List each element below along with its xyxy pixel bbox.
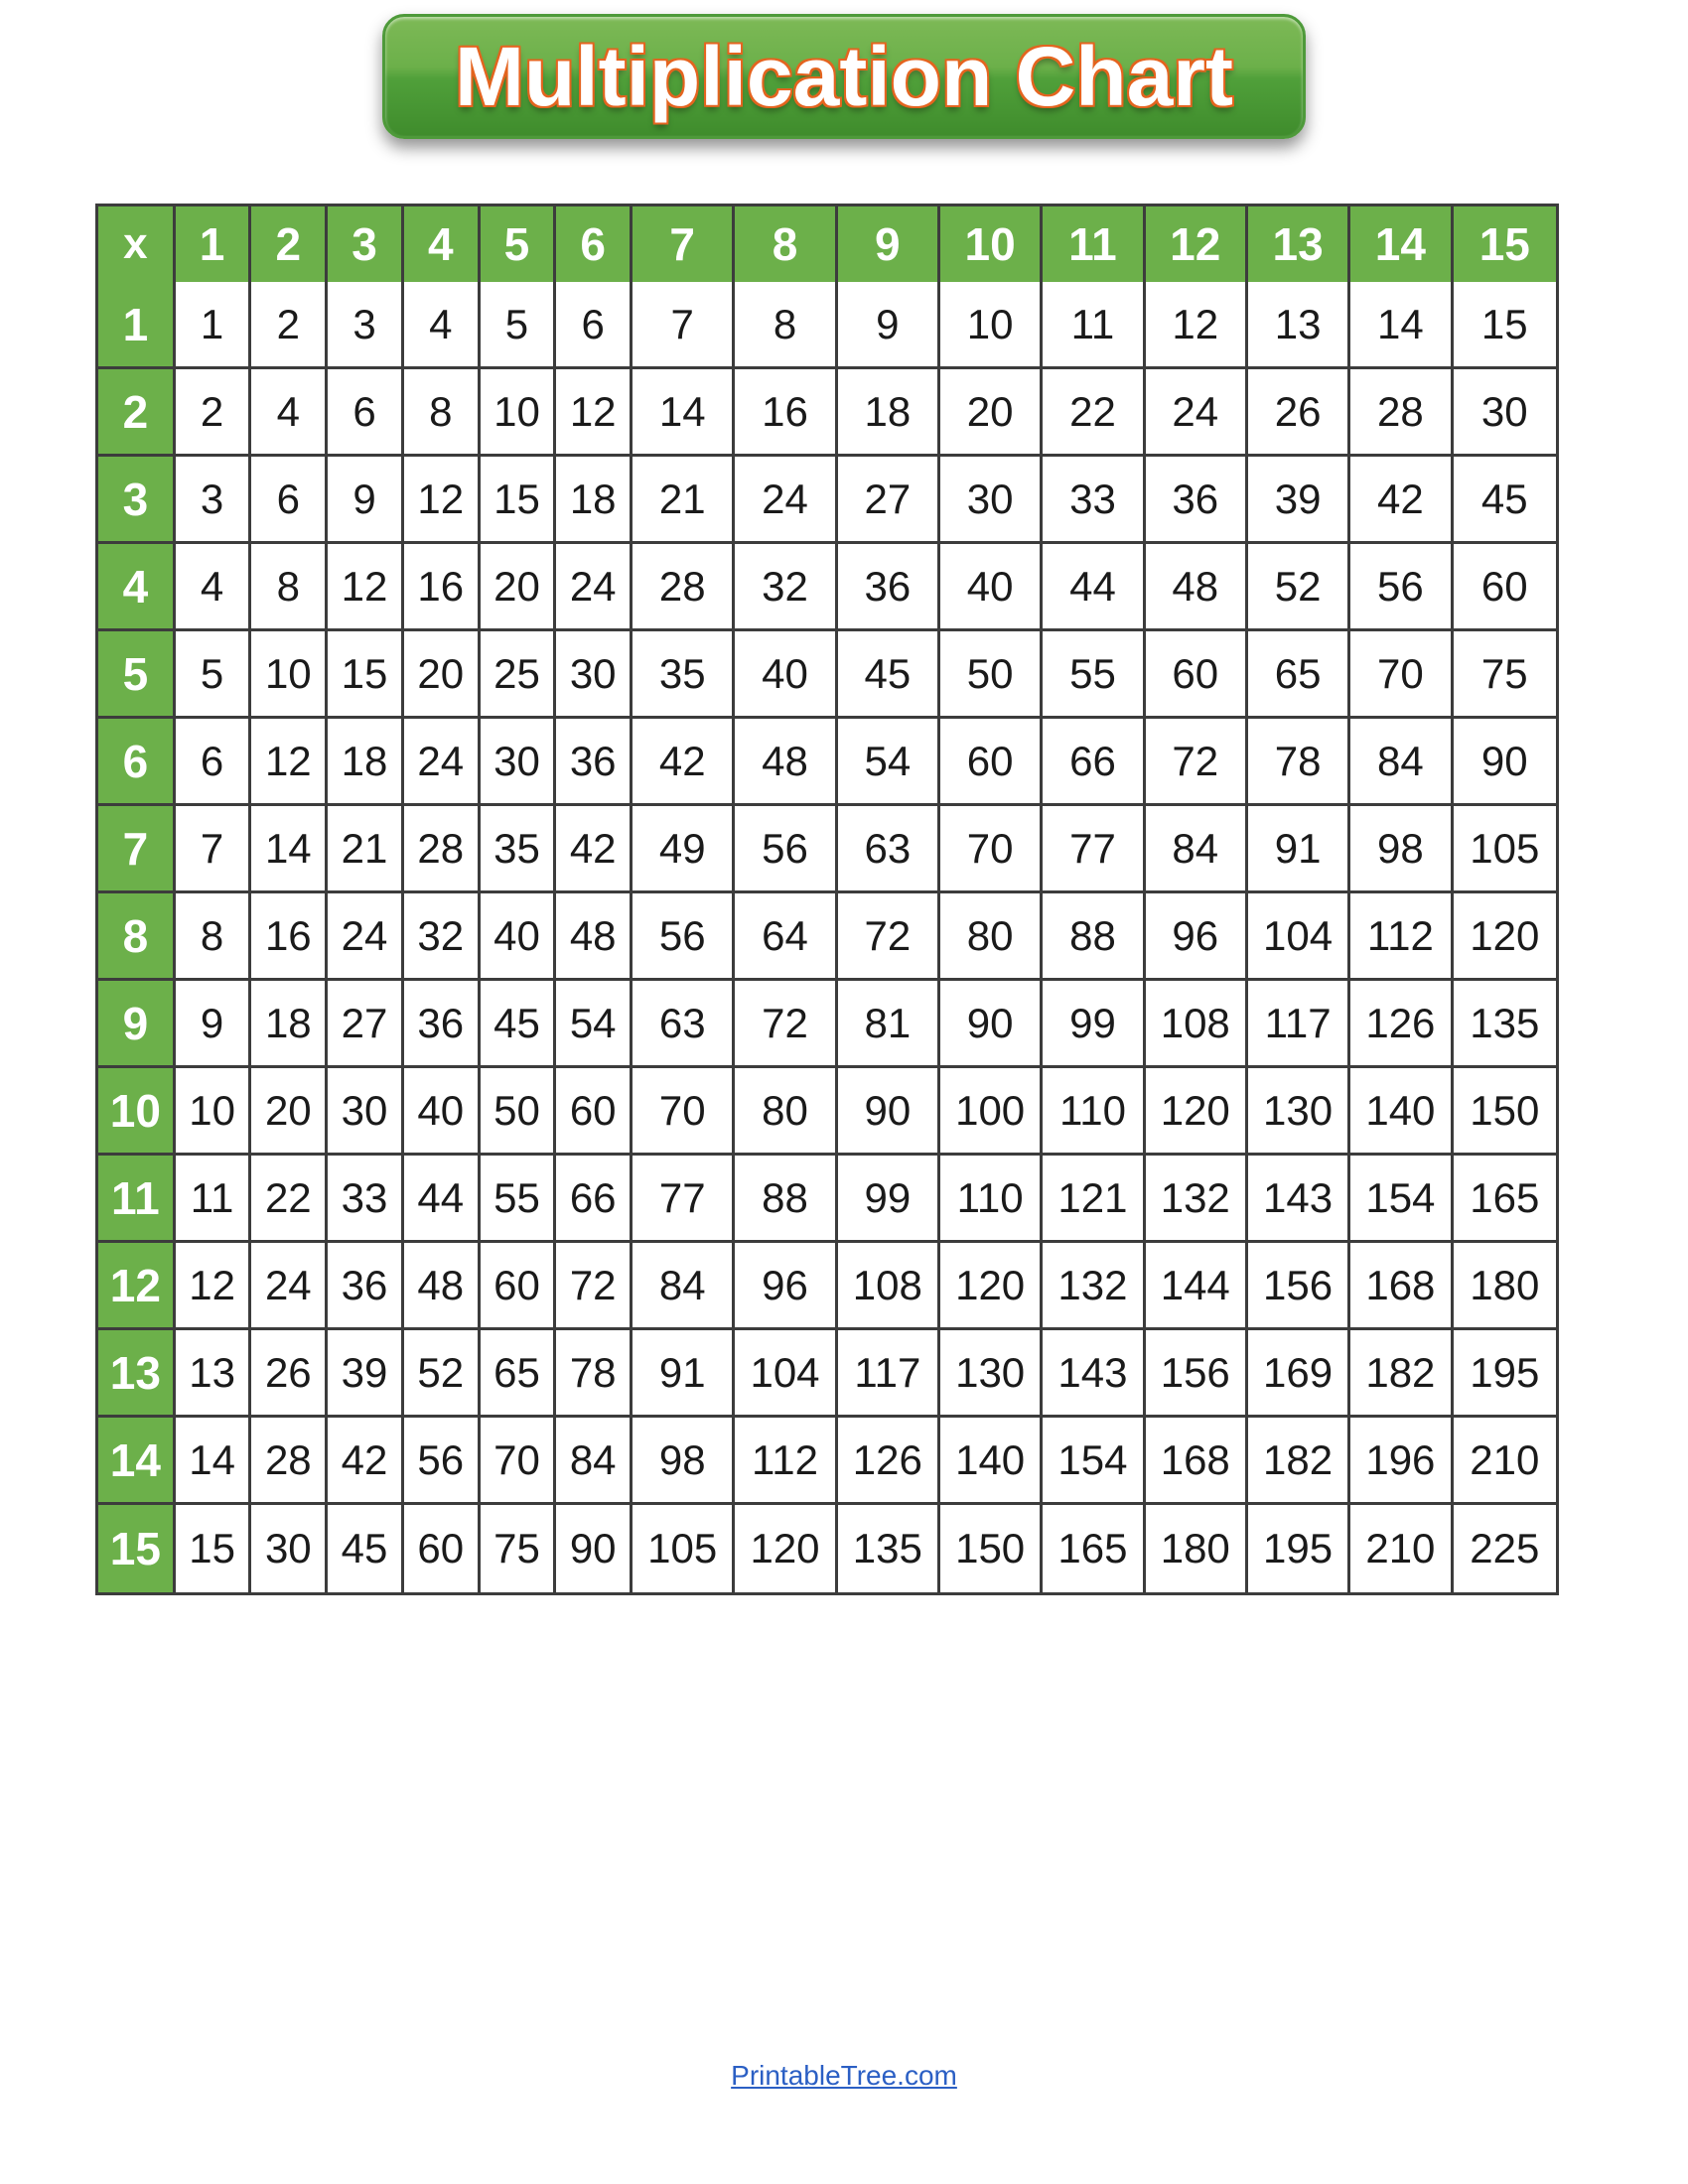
- table-cell: 120: [940, 1243, 1043, 1330]
- table-cell: 13: [176, 1330, 252, 1418]
- table-cell: 70: [481, 1418, 557, 1505]
- table-row: [98, 719, 1556, 806]
- table-cell: 72: [838, 893, 940, 981]
- table-cell: 45: [328, 1505, 404, 1592]
- table-cell: 35: [633, 631, 735, 719]
- table-cell: 7: [176, 806, 252, 893]
- table-cell: 56: [735, 806, 837, 893]
- table-cell: 15: [328, 631, 404, 719]
- table-cell: 14: [633, 369, 735, 457]
- table-cell: 90: [1454, 719, 1556, 806]
- table-cell: 154: [1350, 1156, 1453, 1243]
- table-cell: 91: [633, 1330, 735, 1418]
- page-title: Multiplication Chart: [455, 29, 1233, 123]
- table-cell: 144: [1146, 1243, 1248, 1330]
- table-body: [98, 282, 1556, 1592]
- table-cell: 32: [404, 893, 481, 981]
- table-cell: 70: [940, 806, 1043, 893]
- table-cell: 48: [404, 1243, 481, 1330]
- table-row: [98, 1418, 1556, 1505]
- table-row: [98, 544, 1556, 631]
- table-cell: 210: [1350, 1505, 1453, 1592]
- table-cell: 60: [556, 1068, 633, 1156]
- table-cell: 1: [176, 282, 252, 369]
- table-cell: 6: [556, 282, 633, 369]
- table-cell: 169: [1248, 1330, 1350, 1418]
- table-cell: 48: [1146, 544, 1248, 631]
- table-cell: 72: [556, 1243, 633, 1330]
- table-cell: 5: [176, 631, 252, 719]
- table-cell: 24: [328, 893, 404, 981]
- title-banner-container: [0, 14, 1688, 139]
- table-cell: 32: [735, 544, 837, 631]
- table-cell: 49: [633, 806, 735, 893]
- row-header: 2: [98, 369, 176, 457]
- table-cell: 77: [633, 1156, 735, 1243]
- table-cell: 105: [1454, 806, 1556, 893]
- table-cell: 65: [481, 1330, 557, 1418]
- table-cell: 196: [1350, 1418, 1453, 1505]
- table-cell: 45: [838, 631, 940, 719]
- table-row: [98, 1505, 1556, 1592]
- row-header: 4: [98, 544, 176, 631]
- table-cell: 5: [481, 282, 557, 369]
- table-cell: 65: [1248, 631, 1350, 719]
- table-cell: 16: [735, 369, 837, 457]
- table-cell: 10: [481, 369, 557, 457]
- table-cell: 11: [176, 1156, 252, 1243]
- row-header: 11: [98, 1156, 176, 1243]
- column-header: 12: [1146, 206, 1248, 282]
- table-cell: 182: [1350, 1330, 1453, 1418]
- table-cell: 156: [1248, 1243, 1350, 1330]
- table-cell: 24: [1146, 369, 1248, 457]
- table-cell: 70: [633, 1068, 735, 1156]
- table-cell: 98: [633, 1418, 735, 1505]
- footer: [0, 2060, 1688, 2092]
- table-cell: 4: [251, 369, 328, 457]
- row-header: 15: [98, 1505, 176, 1592]
- table-cell: 72: [1146, 719, 1248, 806]
- table-cell: 15: [481, 457, 557, 544]
- table-cell: 12: [251, 719, 328, 806]
- table-cell: 84: [633, 1243, 735, 1330]
- table-cell: 22: [251, 1156, 328, 1243]
- row-header: 1: [98, 282, 176, 369]
- column-header: 1: [176, 206, 252, 282]
- table-cell: 105: [633, 1505, 735, 1592]
- table-cell: 13: [1248, 282, 1350, 369]
- table-cell: 18: [328, 719, 404, 806]
- table-cell: 140: [1350, 1068, 1453, 1156]
- table-cell: 28: [1350, 369, 1453, 457]
- table-cell: 36: [404, 981, 481, 1068]
- table-cell: 12: [176, 1243, 252, 1330]
- table-cell: 12: [328, 544, 404, 631]
- table-cell: 78: [1248, 719, 1350, 806]
- table-header-row-group: [98, 206, 1556, 282]
- table-cell: 15: [1454, 282, 1556, 369]
- table-cell: 21: [633, 457, 735, 544]
- table-cell: 66: [1043, 719, 1145, 806]
- table-row: [98, 806, 1556, 893]
- table-cell: 44: [404, 1156, 481, 1243]
- table-cell: 56: [1350, 544, 1453, 631]
- table-cell: 100: [940, 1068, 1043, 1156]
- table-cell: 36: [1146, 457, 1248, 544]
- table-cell: 8: [251, 544, 328, 631]
- table-cell: 20: [251, 1068, 328, 1156]
- table-cell: 22: [1043, 369, 1145, 457]
- table-cell: 24: [251, 1243, 328, 1330]
- table-cell: 42: [556, 806, 633, 893]
- table-cell: 20: [404, 631, 481, 719]
- table-cell: 14: [251, 806, 328, 893]
- table-cell: 39: [1248, 457, 1350, 544]
- table-cell: 64: [735, 893, 837, 981]
- table-cell: 7: [633, 282, 735, 369]
- table-cell: 120: [735, 1505, 837, 1592]
- table-row: [98, 1156, 1556, 1243]
- table-cell: 52: [404, 1330, 481, 1418]
- column-header: 10: [940, 206, 1043, 282]
- table-cell: 18: [838, 369, 940, 457]
- column-header: 3: [328, 206, 404, 282]
- table-cell: 99: [1043, 981, 1145, 1068]
- table-cell: 60: [1146, 631, 1248, 719]
- table-cell: 132: [1146, 1156, 1248, 1243]
- table-cell: 54: [838, 719, 940, 806]
- table-cell: 30: [328, 1068, 404, 1156]
- table-cell: 10: [251, 631, 328, 719]
- table-cell: 36: [556, 719, 633, 806]
- table-cell: 195: [1248, 1505, 1350, 1592]
- table-cell: 98: [1350, 806, 1453, 893]
- table-cell: 132: [1043, 1243, 1145, 1330]
- table-cell: 180: [1454, 1243, 1556, 1330]
- table-cell: 52: [1248, 544, 1350, 631]
- table-cell: 112: [1350, 893, 1453, 981]
- table-cell: 36: [328, 1243, 404, 1330]
- table-cell: 120: [1146, 1068, 1248, 1156]
- table-cell: 44: [1043, 544, 1145, 631]
- table-cell: 28: [404, 806, 481, 893]
- table-cell: 56: [404, 1418, 481, 1505]
- table-cell: 36: [838, 544, 940, 631]
- table-cell: 42: [633, 719, 735, 806]
- column-header: 15: [1454, 206, 1556, 282]
- table-cell: 2: [251, 282, 328, 369]
- table-cell: 70: [1350, 631, 1453, 719]
- column-header: 11: [1043, 206, 1145, 282]
- table-cell: 60: [404, 1505, 481, 1592]
- table-cell: 84: [1350, 719, 1453, 806]
- table-cell: 63: [633, 981, 735, 1068]
- table-cell: 90: [556, 1505, 633, 1592]
- table-cell: 121: [1043, 1156, 1145, 1243]
- table-cell: 60: [940, 719, 1043, 806]
- multiplication-table-container: [95, 204, 1559, 1595]
- table-cell: 80: [940, 893, 1043, 981]
- table-cell: 91: [1248, 806, 1350, 893]
- table-cell: 130: [1248, 1068, 1350, 1156]
- table-cell: 210: [1454, 1418, 1556, 1505]
- table-cell: 28: [633, 544, 735, 631]
- table-cell: 4: [176, 544, 252, 631]
- table-cell: 10: [940, 282, 1043, 369]
- table-cell: 42: [328, 1418, 404, 1505]
- table-cell: 168: [1350, 1243, 1453, 1330]
- table-cell: 12: [1146, 282, 1248, 369]
- table-cell: 8: [176, 893, 252, 981]
- table-cell: 130: [940, 1330, 1043, 1418]
- table-cell: 156: [1146, 1330, 1248, 1418]
- table-cell: 14: [176, 1418, 252, 1505]
- column-header: 14: [1350, 206, 1453, 282]
- table-cell: 48: [556, 893, 633, 981]
- row-header: 7: [98, 806, 176, 893]
- table-cell: 126: [1350, 981, 1453, 1068]
- table-cell: 28: [251, 1418, 328, 1505]
- table-cell: 78: [556, 1330, 633, 1418]
- table-cell: 126: [838, 1418, 940, 1505]
- table-cell: 45: [481, 981, 557, 1068]
- table-cell: 30: [1454, 369, 1556, 457]
- column-header: 4: [404, 206, 481, 282]
- table-cell: 40: [735, 631, 837, 719]
- table-cell: 18: [556, 457, 633, 544]
- table-cell: 25: [481, 631, 557, 719]
- column-header: 2: [251, 206, 328, 282]
- row-header: 13: [98, 1330, 176, 1418]
- table-cell: 16: [251, 893, 328, 981]
- table-cell: 9: [328, 457, 404, 544]
- table-cell: 195: [1454, 1330, 1556, 1418]
- table-cell: 143: [1043, 1330, 1145, 1418]
- table-cell: 165: [1454, 1156, 1556, 1243]
- table-cell: 55: [481, 1156, 557, 1243]
- table-cell: 77: [1043, 806, 1145, 893]
- table-header-row: [98, 206, 1556, 282]
- table-cell: 15: [176, 1505, 252, 1592]
- table-cell: 33: [1043, 457, 1145, 544]
- column-header: 6: [556, 206, 633, 282]
- table-cell: 11: [1043, 282, 1145, 369]
- table-cell: 96: [1146, 893, 1248, 981]
- table-cell: 2: [176, 369, 252, 457]
- table-cell: 18: [251, 981, 328, 1068]
- table-row: [98, 282, 1556, 369]
- column-header: 8: [735, 206, 837, 282]
- table-cell: 143: [1248, 1156, 1350, 1243]
- table-cell: 6: [328, 369, 404, 457]
- table-cell: 30: [940, 457, 1043, 544]
- table-cell: 60: [481, 1243, 557, 1330]
- table-cell: 84: [1146, 806, 1248, 893]
- column-header: 5: [481, 206, 557, 282]
- table-cell: 112: [735, 1418, 837, 1505]
- table-cell: 135: [838, 1505, 940, 1592]
- table-cell: 8: [735, 282, 837, 369]
- table-cell: 117: [1248, 981, 1350, 1068]
- table-cell: 39: [328, 1330, 404, 1418]
- table-cell: 55: [1043, 631, 1145, 719]
- table-cell: 35: [481, 806, 557, 893]
- table-cell: 110: [1043, 1068, 1145, 1156]
- table-cell: 20: [940, 369, 1043, 457]
- table-cell: 3: [328, 282, 404, 369]
- table-cell: 154: [1043, 1418, 1145, 1505]
- table-cell: 182: [1248, 1418, 1350, 1505]
- table-cell: 60: [1454, 544, 1556, 631]
- table-row: [98, 1330, 1556, 1418]
- table-cell: 88: [735, 1156, 837, 1243]
- table-cell: 4: [404, 282, 481, 369]
- table-cell: 90: [940, 981, 1043, 1068]
- table-cell: 75: [1454, 631, 1556, 719]
- table-cell: 21: [328, 806, 404, 893]
- table-cell: 81: [838, 981, 940, 1068]
- table-cell: 6: [176, 719, 252, 806]
- table-cell: 168: [1146, 1418, 1248, 1505]
- row-header: 10: [98, 1068, 176, 1156]
- table-cell: 3: [176, 457, 252, 544]
- table-cell: 9: [176, 981, 252, 1068]
- table-cell: 24: [404, 719, 481, 806]
- table-cell: 9: [838, 282, 940, 369]
- table-row: [98, 893, 1556, 981]
- table-cell: 10: [176, 1068, 252, 1156]
- table-cell: 27: [328, 981, 404, 1068]
- table-cell: 54: [556, 981, 633, 1068]
- column-header: 9: [838, 206, 940, 282]
- table-cell: 63: [838, 806, 940, 893]
- table-cell: 30: [251, 1505, 328, 1592]
- row-header: 6: [98, 719, 176, 806]
- table-cell: 80: [735, 1068, 837, 1156]
- row-header: 12: [98, 1243, 176, 1330]
- table-row: [98, 1068, 1556, 1156]
- table-cell: 56: [633, 893, 735, 981]
- table-cell: 42: [1350, 457, 1453, 544]
- table-cell: 14: [1350, 282, 1453, 369]
- table-row: [98, 369, 1556, 457]
- table-row: [98, 1243, 1556, 1330]
- table-cell: 33: [328, 1156, 404, 1243]
- source-website-link[interactable]: PrintableTree.com: [731, 2060, 957, 2091]
- table-cell: 110: [940, 1156, 1043, 1243]
- table-cell: 40: [404, 1068, 481, 1156]
- table-cell: 165: [1043, 1505, 1145, 1592]
- row-header: 3: [98, 457, 176, 544]
- table-row: [98, 631, 1556, 719]
- table-cell: 66: [556, 1156, 633, 1243]
- table-cell: 225: [1454, 1505, 1556, 1592]
- table-cell: 120: [1454, 893, 1556, 981]
- row-header: 5: [98, 631, 176, 719]
- table-cell: 117: [838, 1330, 940, 1418]
- table-cell: 84: [556, 1418, 633, 1505]
- table-cell: 24: [556, 544, 633, 631]
- table-row: [98, 457, 1556, 544]
- table-cell: 48: [735, 719, 837, 806]
- table-cell: 104: [1248, 893, 1350, 981]
- table-cell: 16: [404, 544, 481, 631]
- table-corner-operator: x: [98, 206, 176, 282]
- title-banner: [382, 14, 1306, 139]
- table-cell: 50: [481, 1068, 557, 1156]
- column-header: 7: [633, 206, 735, 282]
- table-cell: 30: [556, 631, 633, 719]
- row-header: 8: [98, 893, 176, 981]
- table-row: [98, 981, 1556, 1068]
- table-cell: 12: [404, 457, 481, 544]
- multiplication-table: [95, 204, 1559, 1595]
- table-cell: 96: [735, 1243, 837, 1330]
- table-cell: 50: [940, 631, 1043, 719]
- row-header: 9: [98, 981, 176, 1068]
- table-cell: 104: [735, 1330, 837, 1418]
- table-cell: 26: [251, 1330, 328, 1418]
- table-cell: 6: [251, 457, 328, 544]
- table-cell: 40: [481, 893, 557, 981]
- table-cell: 90: [838, 1068, 940, 1156]
- table-cell: 30: [481, 719, 557, 806]
- table-cell: 140: [940, 1418, 1043, 1505]
- row-header: 14: [98, 1418, 176, 1505]
- column-header: 13: [1248, 206, 1350, 282]
- table-cell: 27: [838, 457, 940, 544]
- table-cell: 24: [735, 457, 837, 544]
- table-cell: 20: [481, 544, 557, 631]
- table-cell: 108: [838, 1243, 940, 1330]
- table-cell: 12: [556, 369, 633, 457]
- table-cell: 108: [1146, 981, 1248, 1068]
- table-cell: 88: [1043, 893, 1145, 981]
- table-cell: 135: [1454, 981, 1556, 1068]
- table-cell: 99: [838, 1156, 940, 1243]
- table-cell: 72: [735, 981, 837, 1068]
- table-cell: 150: [1454, 1068, 1556, 1156]
- table-cell: 40: [940, 544, 1043, 631]
- table-cell: 26: [1248, 369, 1350, 457]
- table-cell: 8: [404, 369, 481, 457]
- table-cell: 150: [940, 1505, 1043, 1592]
- table-cell: 180: [1146, 1505, 1248, 1592]
- table-cell: 75: [481, 1505, 557, 1592]
- table-cell: 45: [1454, 457, 1556, 544]
